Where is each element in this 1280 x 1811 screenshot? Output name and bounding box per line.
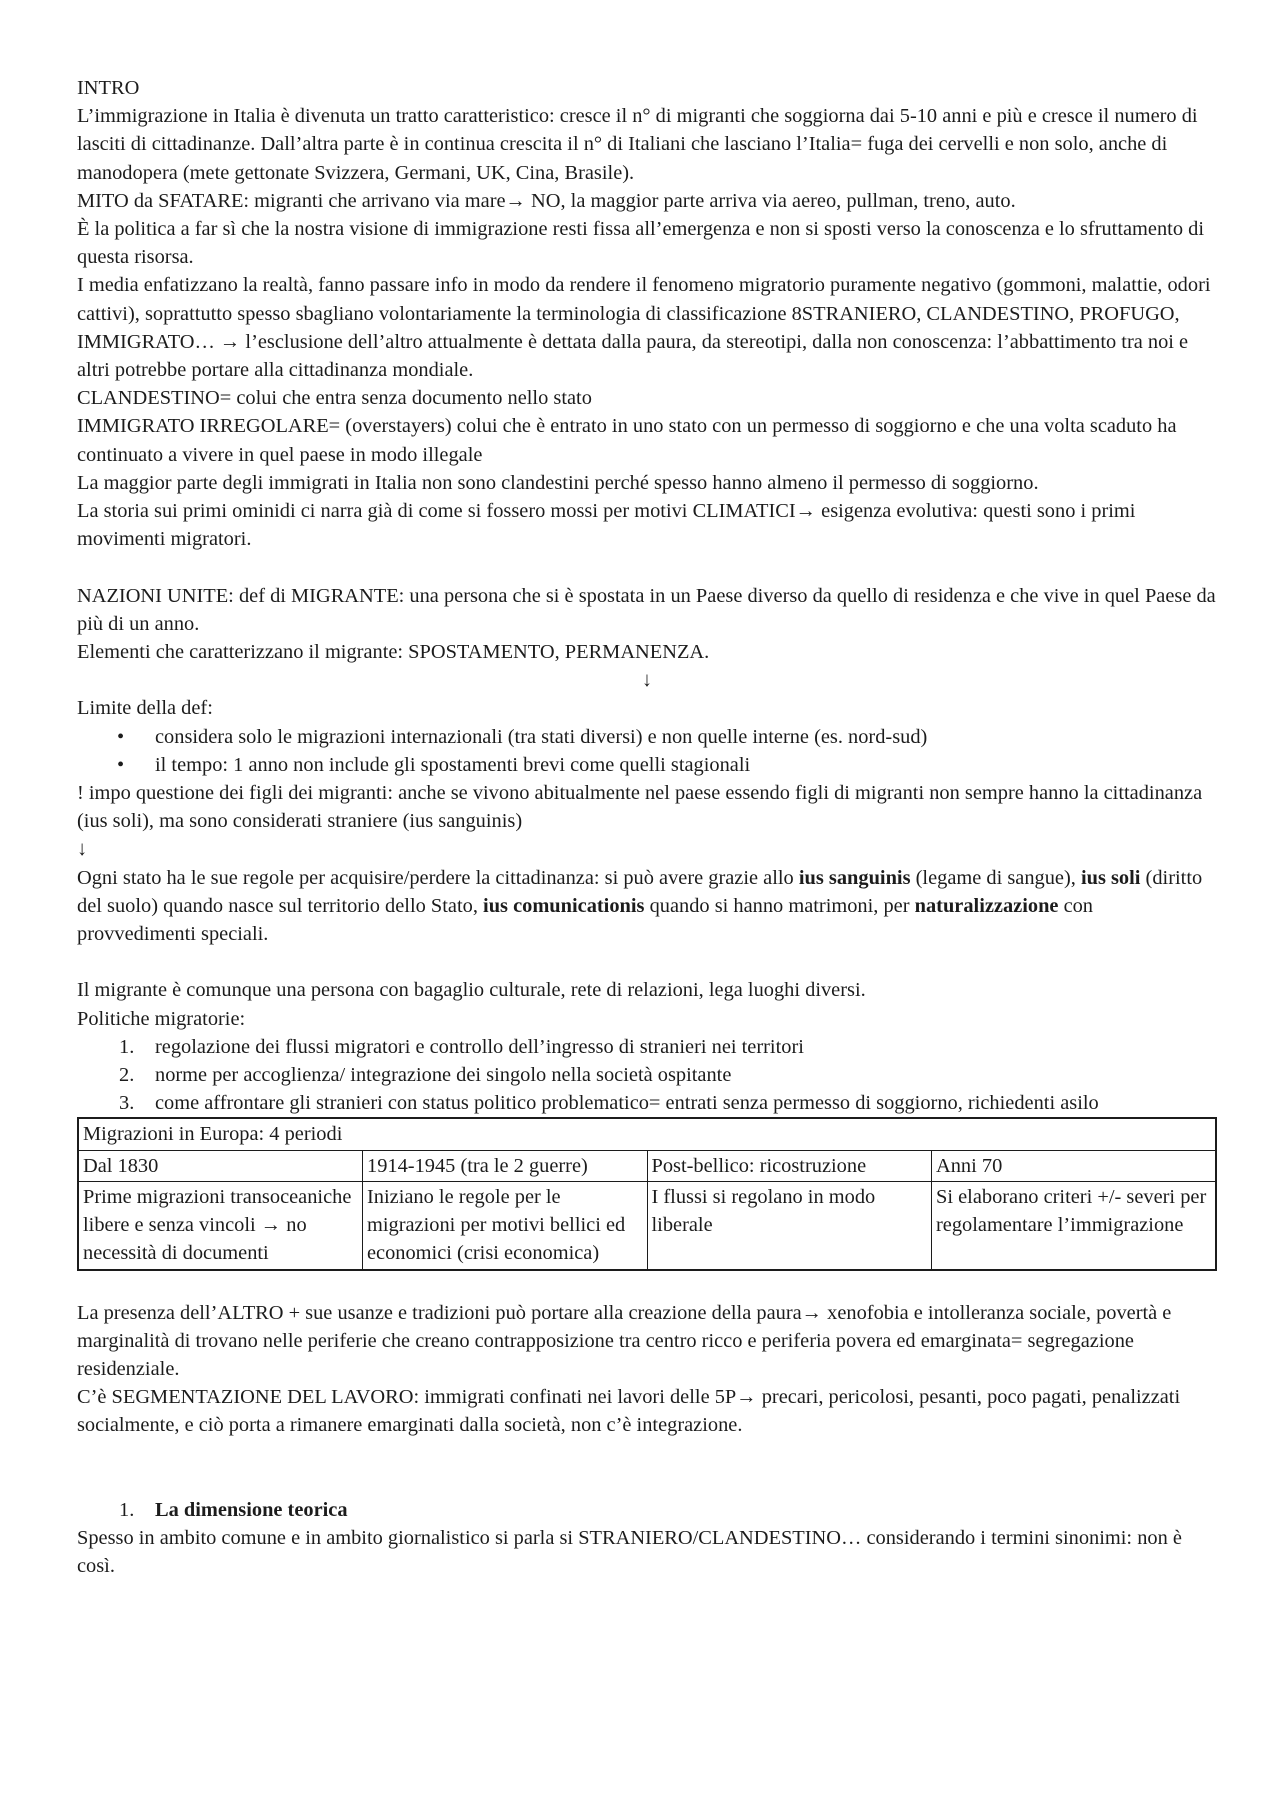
list-number: 2. bbox=[119, 1064, 135, 1087]
blank-line bbox=[77, 1468, 1217, 1496]
majority-paragraph: La maggior parte degli immigrati in Italia non sono clandestini perché spesso hanno almeno il permesso di soggiorno. bbox=[77, 471, 1039, 494]
section-number: 1. bbox=[119, 1498, 135, 1521]
list-item bbox=[77, 1033, 1217, 1061]
list-item-text: come affrontare gli stranieri con status politico problematico= entrati senza permesso di soggiorno, richiedenti asilo bbox=[155, 1092, 1099, 1115]
migrant-paragraph: Il migrante è comunque una persona con bagaglio culturale, rete di relazioni, lega luoghi diversi. bbox=[77, 979, 866, 1002]
list-item-text: norme per accoglienza/ integrazione dei singolo nella società ospitante bbox=[155, 1064, 732, 1087]
table-row bbox=[78, 1181, 1216, 1269]
media-paragraph: I media enfatizzano la realtà, fanno passare info in modo da rendere il fenomeno migratorio puramente negativo (gommoni, malattie, odori cattivi), soprattutto spesso sbagliano volontariamente la terminologia di classificazione 8STRANIERO, CLANDESTINO, PROFUGO, IMMIGRATO… → l’esclusione dell’altro attualmente è dettata dalla paura, da stereotipi, dalla non conoscenza: l’abbattimento tra noi e altri potrebbe portare alla cittadinanza mondiale. bbox=[77, 274, 1211, 382]
list-item-text: il tempo: 1 anno non include gli spostamenti brevi come quelli stagionali bbox=[155, 753, 751, 776]
citizenship-text: (legame di sangue), bbox=[910, 866, 1081, 889]
section-heading bbox=[77, 1496, 1217, 1524]
blank-line bbox=[77, 553, 1217, 581]
policies-heading: Politiche migratorie: bbox=[77, 1007, 246, 1030]
history-paragraph: La storia sui primi ominidi ci narra già di come si fossero mossi per motivi CLIMATICI→ esigenza evolutiva: questi sono i primi movimenti migratori. bbox=[77, 500, 1136, 551]
list-item-text: regolazione dei flussi migratori e controllo dell’ingresso di stranieri nei territori bbox=[155, 1035, 804, 1058]
migration-periods-table bbox=[77, 1117, 1217, 1270]
un-definition-paragraph: NAZIONI UNITE: def di MIGRANTE: una persona che si è spostata in un Paese diverso da quello di residenza e che vive in quel Paese da più di un anno. bbox=[77, 584, 1216, 635]
ius-comunicationis-term: ius comunicationis bbox=[483, 894, 645, 917]
down-arrow-icon: ↓ bbox=[77, 838, 88, 861]
citizenship-text: con provvedimenti speciali. bbox=[77, 894, 1094, 946]
table-header-cell: Anni 70 bbox=[932, 1150, 1217, 1181]
bullet-icon: • bbox=[117, 725, 125, 748]
intro-paragraph: L’immigrazione in Italia è divenuta un tratto caratteristico: cresce il n° di migranti che soggiorna dai 5-10 anni e più e cresce il numero di lasciti di cittadinanze. Dall’altra parte è in continua crescita il n° di Italiani che lasciano l’Italia= fuga dei cervelli e non solo, anche di manodopera (mete gettonate Svizzera, Germani, UK, Cina, Brasile). bbox=[77, 105, 1198, 184]
list-number: 1. bbox=[119, 1035, 135, 1058]
policies-list bbox=[77, 1033, 1217, 1118]
document-page bbox=[77, 74, 1217, 1581]
list-item bbox=[77, 1061, 1217, 1089]
list-number: 3. bbox=[119, 1092, 135, 1115]
children-paragraph: ! impo questione dei figli dei migranti: anche se vivono abitualmente nel paese essendo figli di migranti non sempre hanno la cittadinanza (ius soli), ma sono considerati straniere (ius sanguinis) bbox=[77, 782, 1203, 833]
table-title: Migrazioni in Europa: 4 periodi bbox=[78, 1118, 1216, 1150]
section-heading-list bbox=[77, 1496, 1217, 1524]
table-header-cell: Dal 1830 bbox=[78, 1150, 363, 1181]
elements-paragraph: Elementi che caratterizzano il migrante: SPOSTAMENTO, PERMANENZA. bbox=[77, 641, 710, 664]
table-header-cell: Post-bellico: ricostruzione bbox=[647, 1150, 932, 1181]
down-arrow-icon: ↓ bbox=[641, 669, 653, 692]
intro-heading: INTRO bbox=[77, 77, 140, 99]
citizenship-text: quando si hanno matrimoni, per bbox=[644, 894, 915, 917]
list-item bbox=[77, 1089, 1217, 1117]
section-title: La dimensione teorica bbox=[155, 1498, 348, 1521]
limits-heading: Limite della def: bbox=[77, 697, 213, 720]
blank-line bbox=[77, 1271, 1217, 1299]
naturalizzazione-term: naturalizzazione bbox=[914, 894, 1059, 917]
blank-line bbox=[77, 1440, 1217, 1468]
clandestino-definition: CLANDESTINO= colui che entra senza documento nello stato bbox=[77, 387, 592, 410]
irregolare-definition: IMMIGRATO IRREGOLARE= (overstayers) colui che è entrato in uno stato con un permesso di soggiorno e che una volta scaduto ha continuato a vivere in quel paese in modo illegale bbox=[77, 415, 1177, 466]
list-item bbox=[77, 723, 1217, 751]
table-cell: Iniziano le regole per le migrazioni per motivi bellici ed economici (crisi economica) bbox=[363, 1181, 648, 1269]
citizenship-paragraph bbox=[77, 864, 1217, 949]
other-paragraph: La presenza dell’ALTRO + sue usanze e tradizioni può portare alla creazione della paura→ xenofobia e intolleranza sociale, povertà e marginalità di trovano nelle periferie che creano contrapposizione tra centro ricco e periferia povera ed emarginata= segregazione residenziale. bbox=[77, 1301, 1172, 1380]
section-paragraph: Spesso in ambito comune e in ambito giornalistico si parla si STRANIERO/CLANDESTINO… considerando i termini sinonimi: non è così. bbox=[77, 1527, 1182, 1578]
table-header-row bbox=[78, 1150, 1216, 1181]
table-cell: Si elaborano criteri +/- severi per regolamentare l’immigrazione bbox=[932, 1181, 1217, 1269]
list-item bbox=[77, 751, 1217, 779]
list-item-text: considera solo le migrazioni internazionali (tra stati diversi) e non quelle interne (es. nord-sud) bbox=[155, 725, 928, 748]
table-cell: Prime migrazioni transoceaniche libere e senza vincoli → no necessità di documenti bbox=[78, 1181, 363, 1269]
limits-list bbox=[77, 723, 1217, 779]
ius-sanguinis-term: ius sanguinis bbox=[798, 866, 911, 889]
segmentation-paragraph: C’è SEGMENTAZIONE DEL LAVORO: immigrati confinati nei lavori delle 5P→ precari, pericolosi, pesanti, poco pagati, penalizzati socialmente, e ciò porta a rimanere emarginati dalla società, non c’è integrazione. bbox=[77, 1386, 1181, 1437]
table-header-cell: 1914-1945 (tra le 2 guerre) bbox=[363, 1150, 648, 1181]
ius-soli-term: ius soli bbox=[1080, 866, 1141, 889]
table-cell: I flussi si regolano in modo liberale bbox=[647, 1181, 932, 1269]
myth-paragraph: MITO da SFATARE: migranti che arrivano via mare→ NO, la maggior parte arriva via aereo, pullman, treno, auto. bbox=[77, 189, 1016, 212]
blank-line bbox=[77, 948, 1217, 976]
citizenship-text: (diritto del suolo) quando nasce sul territorio dello Stato, bbox=[77, 866, 1203, 917]
citizenship-text: Ogni stato ha le sue regole per acquisire/perdere la cittadinanza: si può avere grazie allo bbox=[77, 866, 799, 889]
politics-paragraph: È la politica a far sì che la nostra visione di immigrazione resti fissa all’emergenza e non si sposti verso la conoscenza e lo sfruttamento di questa risorsa. bbox=[77, 218, 1204, 269]
bullet-icon: • bbox=[117, 753, 125, 776]
